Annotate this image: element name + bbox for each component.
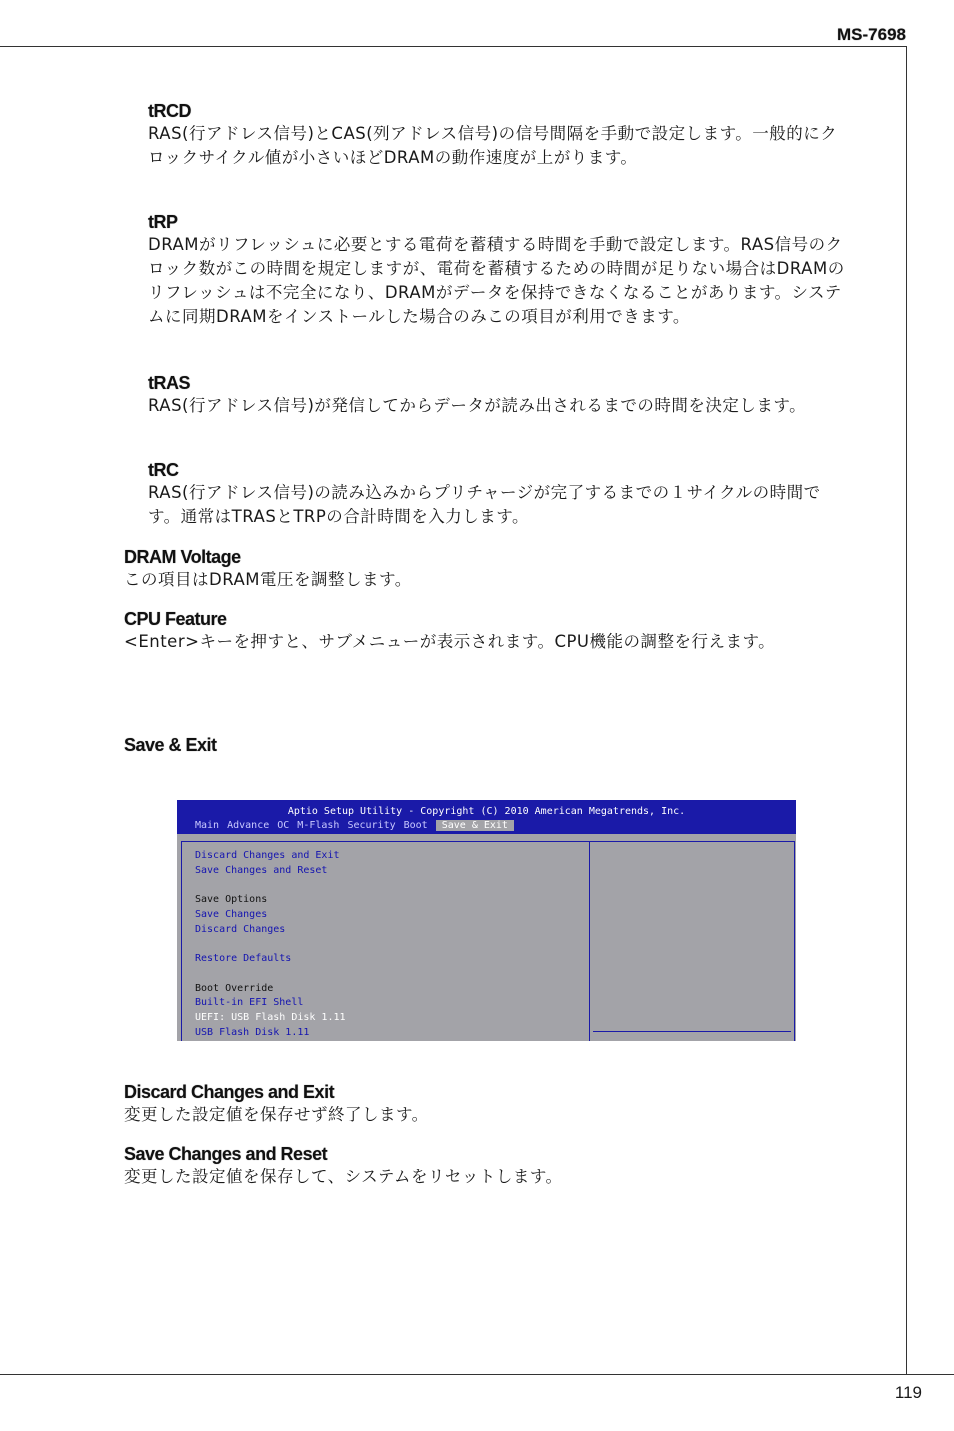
bios-item-usb-flash-disk[interactable]: USB Flash Disk 1.11 <box>195 1027 310 1038</box>
section-body: RAS(行アドレス信号)の読み込みからプリチャージが完了するまでの１サイクルの時間です。通常はTRASとTRPの合計時間を入力します。 <box>148 483 821 526</box>
right-rule <box>906 46 907 1375</box>
section-title: DRAM Voltage <box>124 547 241 567</box>
bios-title-bar <box>177 800 796 834</box>
section-trc <box>148 459 850 529</box>
section-title: tRC <box>148 460 179 480</box>
section-body: 変更した設定値を保存せず終了します。 <box>124 1105 429 1124</box>
page-number: 119 <box>894 1383 922 1402</box>
bios-label-save-options: Save Options <box>195 894 268 905</box>
section-discard-changes-and-exit <box>124 1081 850 1127</box>
bios-help-divider <box>589 841 590 1041</box>
section-body: 変更した設定値を保存して、システムをリセットします。 <box>124 1167 563 1186</box>
section-body: RAS(行アドレス信号)とCAS(列アドレス信号)の信号間隔を手動で設定します。一般的にクロックサイクル値が小さいほどDRAMの動作速度が上がります。 <box>148 124 838 167</box>
bios-tab-main[interactable]: Main <box>195 820 220 831</box>
bios-item-discard-changes[interactable]: Discard Changes <box>195 924 286 935</box>
section-title: tRCD <box>148 101 191 121</box>
section-body: この項目はDRAM電圧を調整します。 <box>124 570 412 589</box>
section-body: <Enter>キーを押すと、サブメニューが表示されます。CPU機能の調整を行えます。 <box>124 632 776 651</box>
model-number: MS-7698 <box>837 25 906 44</box>
bios-item-uefi-usb-flash-disk[interactable]: UEFI: USB Flash Disk 1.11 <box>195 1012 346 1023</box>
section-trp <box>148 211 850 329</box>
bios-tab-boot[interactable]: Boot <box>403 820 428 831</box>
bios-label-boot-override: Boot Override <box>195 983 274 994</box>
bios-help-separator <box>593 1031 791 1032</box>
bios-item-save-changes-and-reset[interactable]: Save Changes and Reset <box>195 865 328 876</box>
section-title: CPU Feature <box>124 609 227 629</box>
bios-tab-security[interactable]: Security <box>347 820 396 831</box>
bios-item-discard-changes-and-exit[interactable]: Discard Changes and Exit <box>195 850 340 861</box>
section-title: tRP <box>148 212 178 232</box>
bios-item-save-changes[interactable]: Save Changes <box>195 909 268 920</box>
save-exit-heading: Save & Exit <box>124 735 217 755</box>
bios-item-restore-defaults[interactable]: Restore Defaults <box>195 953 292 964</box>
section-body: DRAMがリフレッシュに必要とする電荷を蓄積する時間を手動で設定します。RAS信号のクロック数がこの時間を規定しますが、電荷を蓄積するための時間が足りない場合はDRAMのリフレッシュは不完全になり、DRAMがデータを保持できなくなることがあります。システムに同期DRAMをインストールした場合のみこの項目が利用できます。 <box>148 235 845 326</box>
bios-tab-bar <box>195 820 514 831</box>
section-dram-voltage <box>124 546 850 592</box>
section-title: tRAS <box>148 373 190 393</box>
section-save-changes-and-reset <box>124 1143 850 1189</box>
bios-tab-oc[interactable]: OC <box>277 820 290 831</box>
top-rule <box>0 46 907 47</box>
section-cpu-feature <box>124 608 850 654</box>
section-tras <box>148 372 850 418</box>
bios-tab-advance[interactable]: Advance <box>227 820 270 831</box>
bios-item-built-in-efi-shell[interactable]: Built-in EFI Shell <box>195 997 304 1008</box>
section-body: RAS(行アドレス信号)が発信してからデータが読み出されるまでの時間を決定します。 <box>148 396 807 415</box>
bios-tab-m-flash[interactable]: M-Flash <box>297 820 340 831</box>
section-trcd <box>148 100 850 170</box>
section-title: Save Changes and Reset <box>124 1144 328 1164</box>
section-title: Discard Changes and Exit <box>124 1082 335 1102</box>
section-save-exit <box>124 734 850 756</box>
bios-tab-save-exit[interactable]: Save & Exit <box>436 820 514 831</box>
bios-screenshot <box>177 800 796 1041</box>
bios-title: Aptio Setup Utility - Copyright (C) 2010 American Megatrends, Inc. <box>287 806 686 817</box>
bottom-rule <box>0 1374 954 1375</box>
